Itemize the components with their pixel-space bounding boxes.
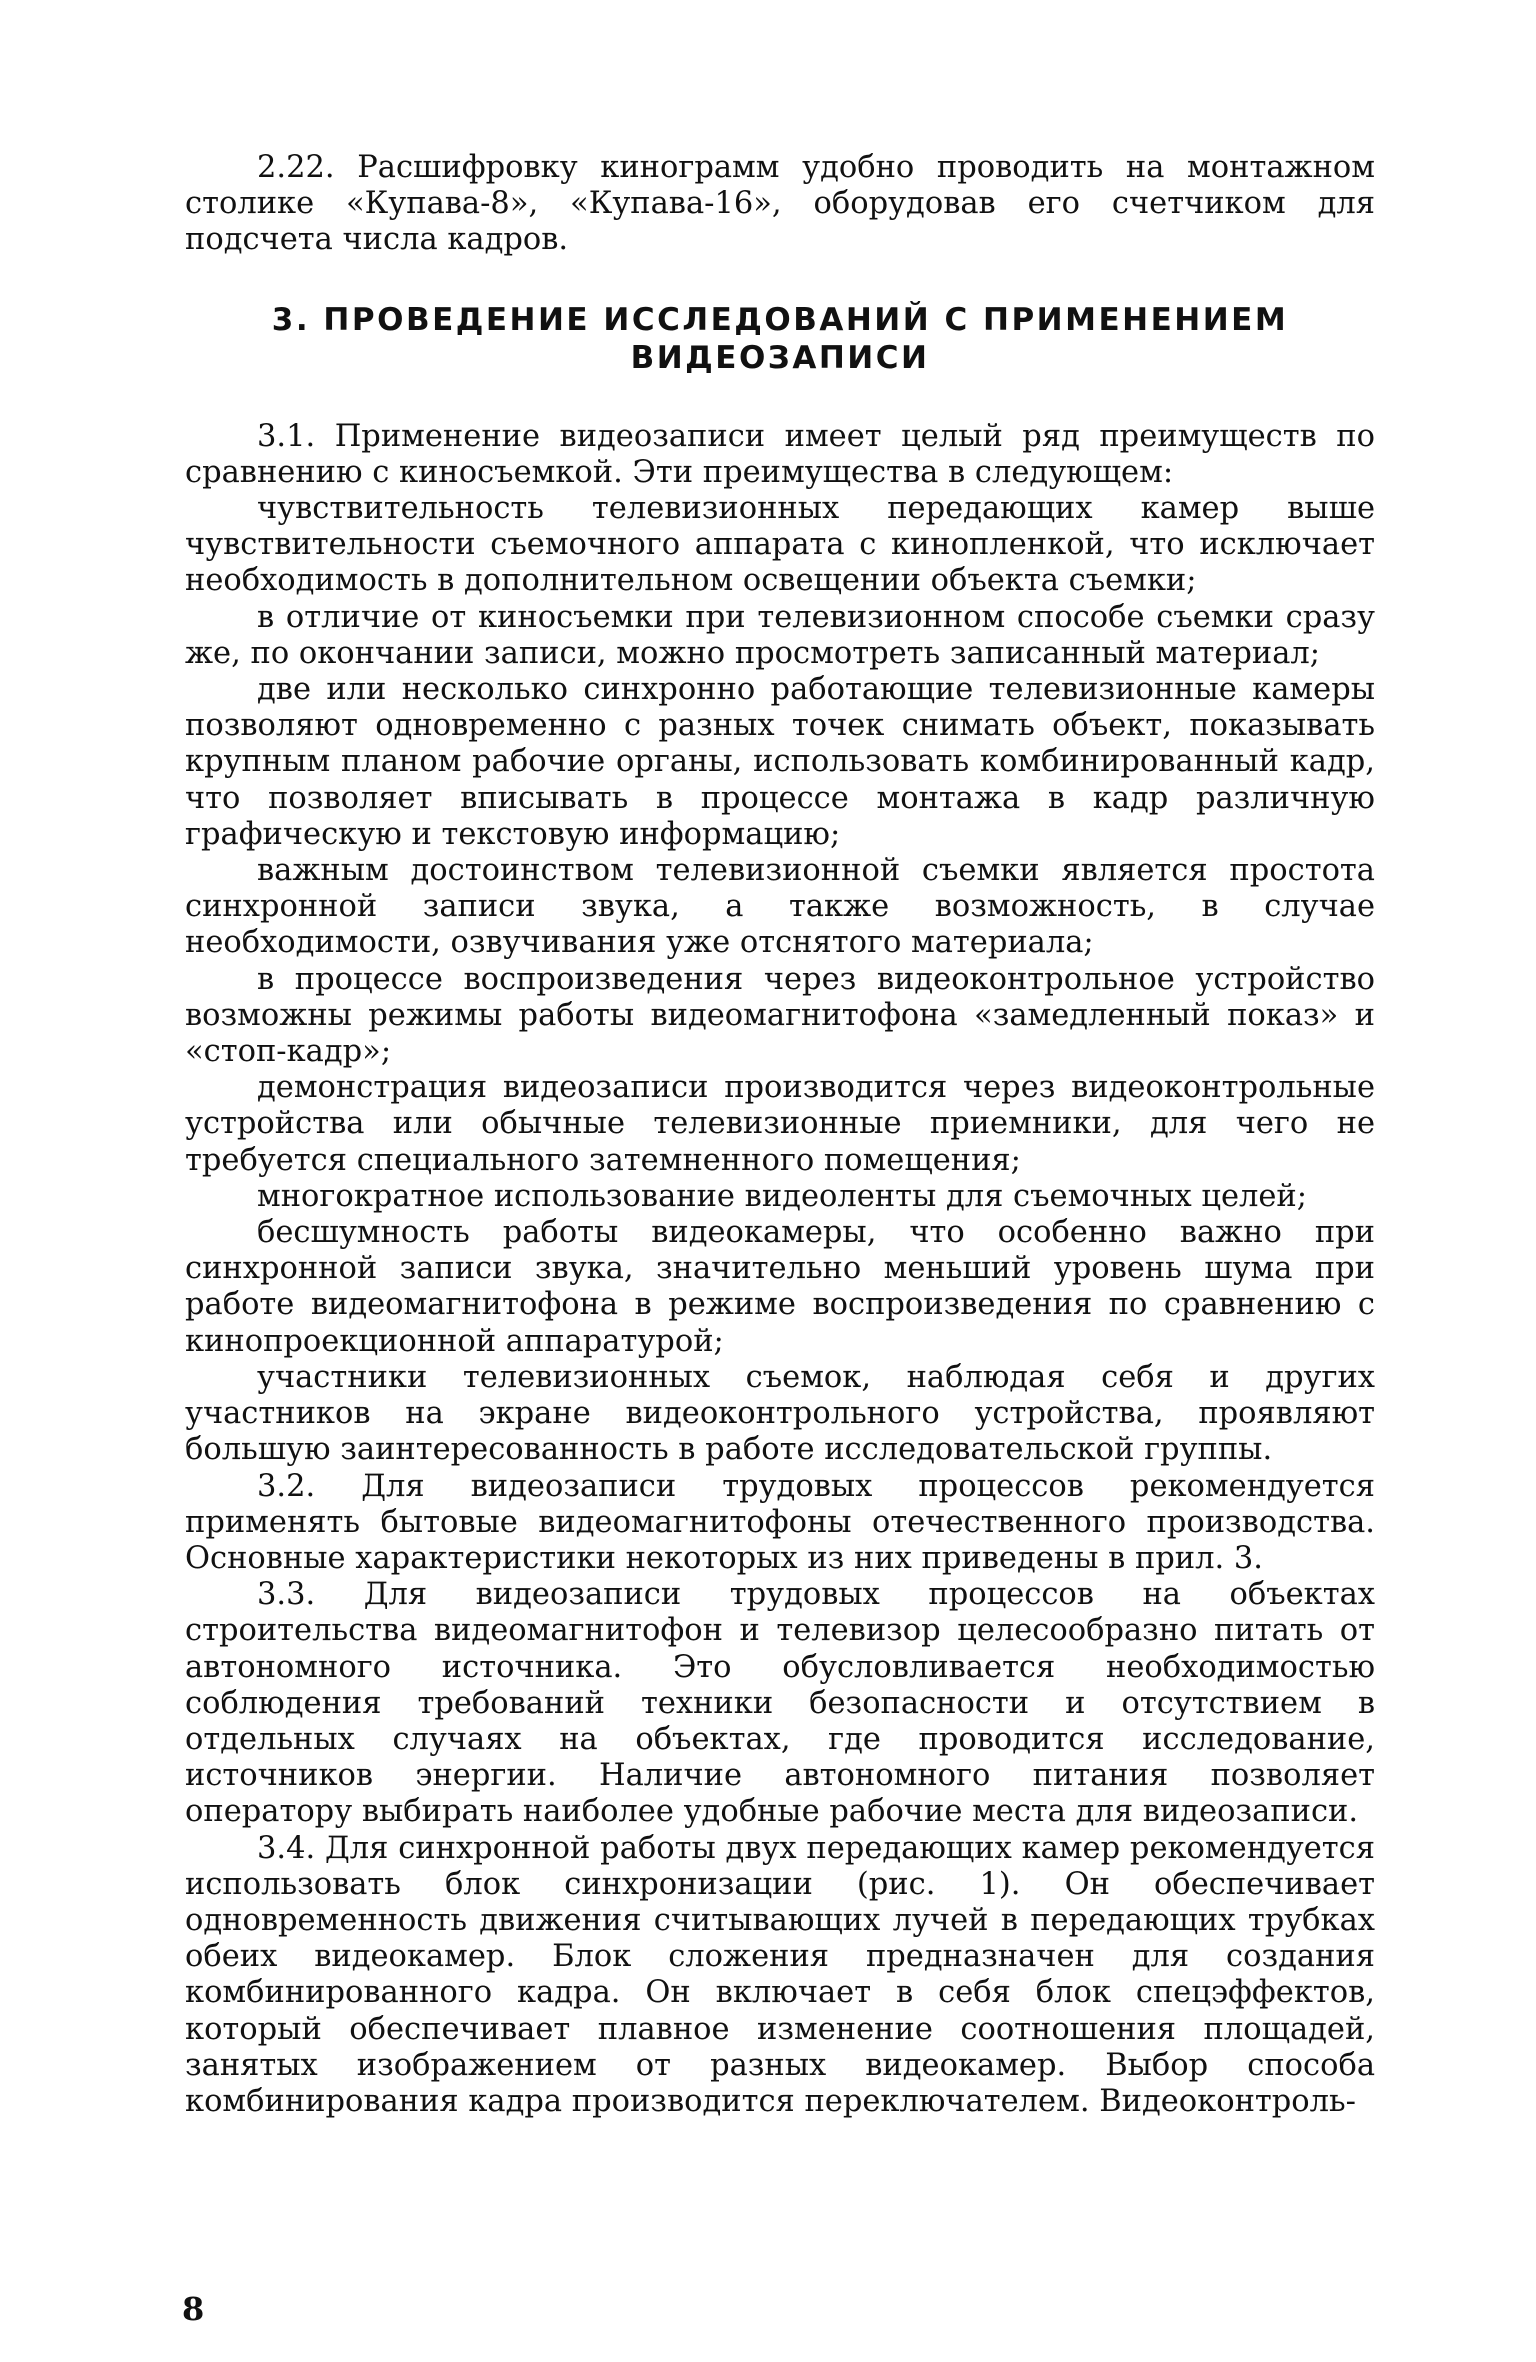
- paragraph-3-1: 3.1. Применение видеозаписи имеет целый ряд преимуществ по сравнению с киносъемкой. Эти преимущества в следующем:: [185, 418, 1375, 490]
- document-page: [185, 150, 1375, 2120]
- paragraph-3-2: 3.2. Для видеозаписи трудовых процессов рекомендуется применять бытовые видеомагнитофоны отечественного производства. Основные характеристики некоторых из них приведены в прил. 3.: [185, 1468, 1375, 1576]
- list-item-multi-camera: две или несколько синхронно работающие телевизионные камеры позволяют одновременно с разных точек снимать объект, показывать крупным планом рабочие органы, использовать комбинированный кадр, что позволяет вписывать в процессе монтажа в кадр различную графическую и текстовую информацию;: [185, 672, 1375, 852]
- list-item-tape-reuse: многократное использование видеоленты для съемочных целей;: [257, 1178, 1308, 1214]
- page-number: 8: [182, 2290, 205, 2328]
- intro-paragraph: 2.22. Расшифровку кинограмм удобно проводить на монтажном столике «Купава-8», «Купава-16», оборудовав его счетчиком для подсчета числа кадров.: [185, 150, 1375, 258]
- list-item-participant-interest: участники телевизионных съемок, наблюдая себя и других участников на экране видеоконтрольного устройства, проявляют большую заинтересованность в работе исследовательской группы.: [185, 1359, 1375, 1468]
- paragraph-3-4: 3.4. Для синхронной работы двух передающих камер рекомендуется использовать блок синхронизации (рис. 1). Он обеспечивает одновременность движения считывающих лучей в передающих трубках обеих видеокамер. Блок сложения предназначен для создания комбинированного кадра. Он включает в себя блок спецэффектов, который обеспечивает плавное изменение соотношения площадей, занятых изображением от разных видеокамер. Выбор способа комбинирования кадра производится переключателем. Видеоконтроль-: [185, 1830, 1375, 2119]
- paragraph-3-3: 3.3. Для видеозаписи трудовых процессов на объектах строительства видеомагнитофон и телевизор целесообразно питать от автономного источника. Это обусловливается необходимостью соблюдения требований техники безопасности и отсутствием в отдельных случаях на объектах, где проводится исследование, источников энергии. Наличие автономного питания позволяет оператору выбирать наиболее удобные рабочие места для видеозаписи.: [185, 1577, 1375, 1830]
- list-item-playback-modes: в процессе воспроизведения через видеоконтрольное устройство возможны режимы работы видеомагнитофона «замедленный показ» и «стоп-кадр»;: [185, 961, 1375, 1070]
- list-item-sensitivity: чувствительность телевизионных передающих камер выше чувствительности съемочного аппарата с кинопленкой, что исключает необходимость в дополнительном освещении объекта съемки;: [185, 491, 1375, 599]
- section-heading-line-1: 3. ПРОВЕДЕНИЕ ИССЛЕДОВАНИЙ С ПРИМЕНЕНИЕМ: [271, 301, 1289, 338]
- section-heading: [185, 301, 1375, 377]
- list-item-silent-operation: бесшумность работы видеокамеры, что особенно важно при синхронной записи звука, значительно меньший уровень шума при работе видеомагнитофона в режиме воспроизведения по сравнению с кинопроекционной аппаратурой;: [185, 1215, 1375, 1359]
- list-item-instant-review: в отличие от киносъемки при телевизионном способе съемки сразу же, по окончании записи, можно просмотреть записанный материал;: [185, 599, 1375, 671]
- section-heading-line-2: ВИДЕОЗАПИСИ: [630, 339, 930, 376]
- list-item-sound-recording: важным достоинством телевизионной съемки является простота синхронной записи звука, а также возможность, в случае необходимости, озвучивания уже отснятого материала;: [185, 853, 1375, 961]
- list-item-demonstration: демонстрация видеозаписи производится через видеоконтрольные устройства или обычные телевизионные приемники, для чего не требуется специального затемненного помещения;: [185, 1070, 1375, 1178]
